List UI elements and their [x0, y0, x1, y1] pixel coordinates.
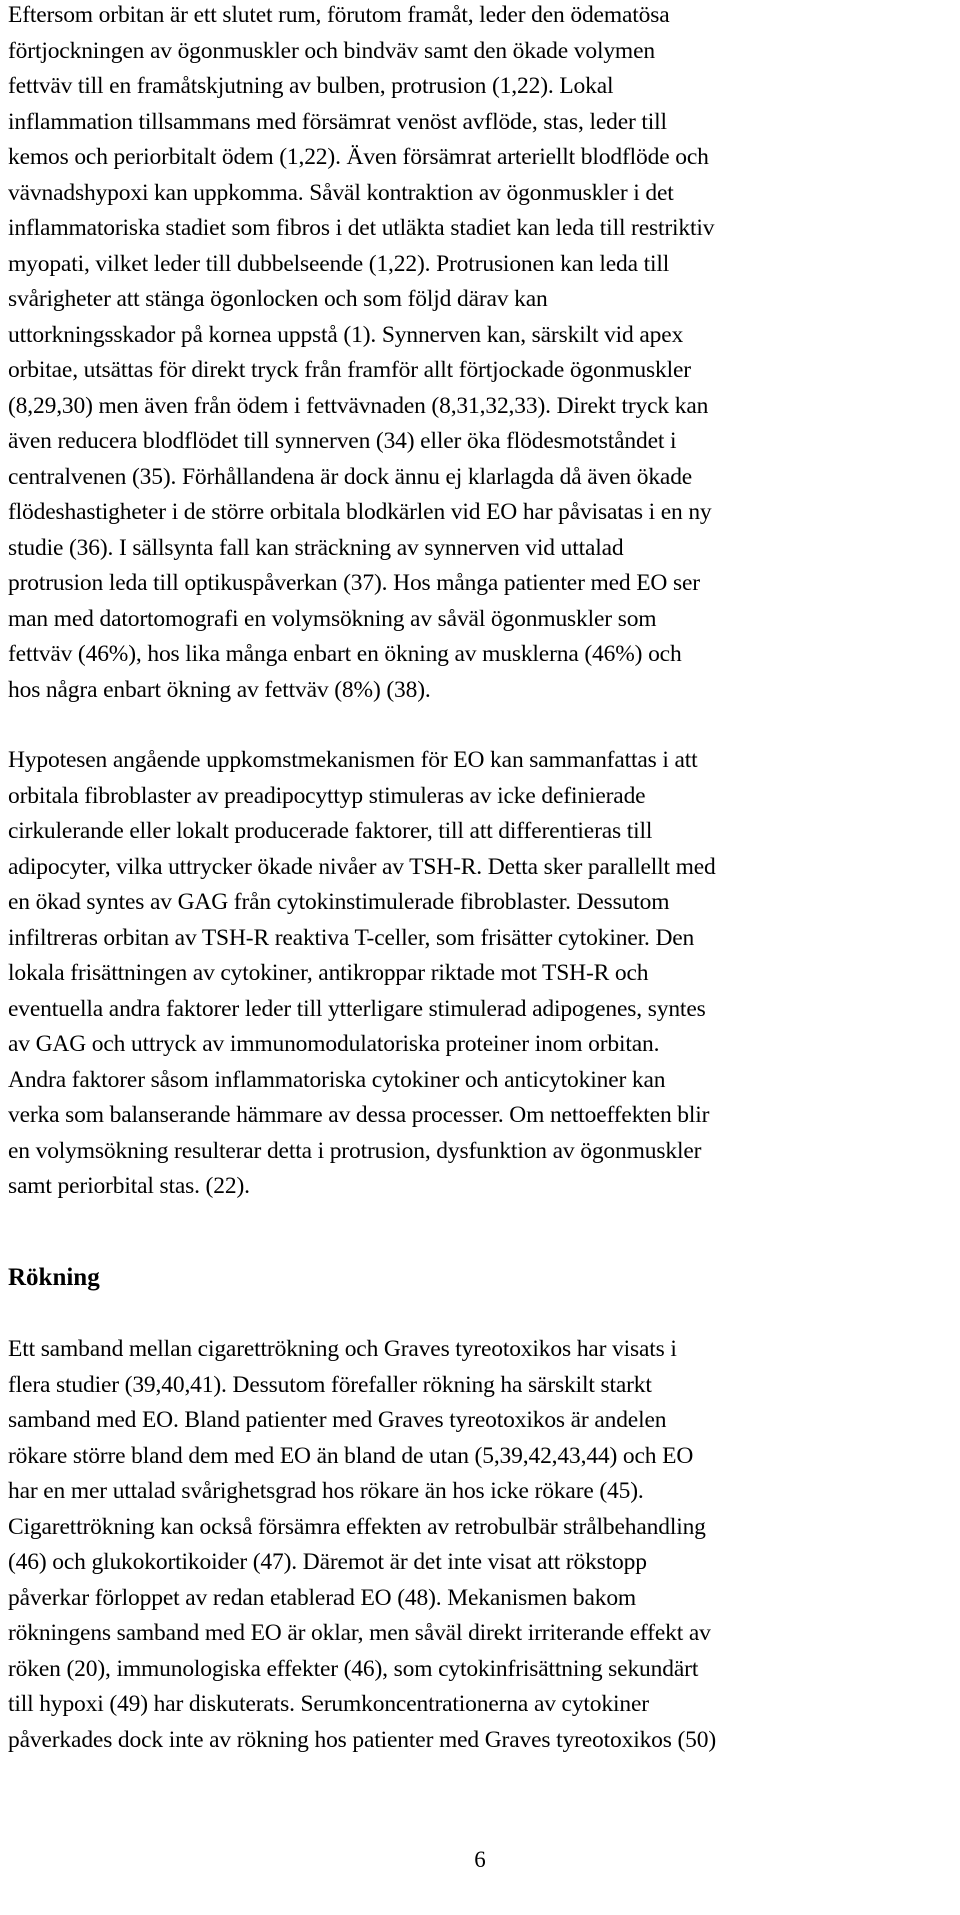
text-line: inflammatoriska stadiet som fibros i det utläkta stadiet kan leda till restriktiv: [8, 215, 715, 241]
text-line: protrusion leda till optikuspåverkan (37). Hos många patienter med EO ser: [8, 570, 700, 596]
text-line: påverkar förloppet av redan etablerad EO (48). Mekanismen bakom: [8, 1584, 637, 1611]
text-line: av GAG och uttryck av immunomodulatoriska proteiner inom orbitan.: [8, 1031, 660, 1057]
text-line: röken (20), immunologiska effekter (46), som cytokinfrisättning sekundärt: [8, 1655, 699, 1682]
text-line: flödeshastigheter i de större orbitala blodkärlen vid EO har påvisatas i en ny: [8, 499, 712, 525]
text-line: vävnadshypoxi kan uppkomma. Såväl kontraktion av ögonmuskler i det: [8, 179, 674, 206]
text-line: man med datortomografi en volymsökning av såväl ögonmuskler som: [8, 605, 657, 632]
text-line: verka som balanserande hämmare av dessa processer. Om nettoeffekten blir: [8, 1102, 710, 1128]
text-line: har en mer uttalad svårighetsgrad hos rökare än hos icke rökare (45).: [8, 1478, 644, 1504]
paragraph-hypothesis: [8, 743, 958, 1205]
text-line: cirkulerande eller lokalt producerade faktorer, till att differentieras till: [8, 818, 653, 844]
text-line: centralvenen (35). Förhållandena är dock ännu ej klarlagda då även ökade: [8, 463, 693, 490]
text-line: myopati, vilket leder till dubbelseende (1,22). Protrusionen kan leda till: [8, 250, 670, 277]
text-line: Andra faktorer såsom inflammatoriska cytokiner och anticytokiner kan: [8, 1066, 666, 1093]
text-line: Eftersom orbitan är ett slutet rum, förutom framåt, leder den ödematösa: [8, 2, 670, 28]
text-line: svårigheter att stänga ögonlocken och som följd därav kan: [8, 286, 548, 312]
text-line: orbitala fibroblaster av preadipocyttyp stimuleras av icke definierade: [8, 782, 646, 809]
text-line: en volymsökning resulterar detta i protrusion, dysfunktion av ögonmuskler: [8, 1137, 702, 1164]
text-line: eventuella andra faktorer leder till ytterligare stimulerad adipogenes, syntes: [8, 995, 706, 1022]
text-line: studie (36). I sällsynta fall kan sträckning av synnerven vid uttalad: [8, 534, 624, 561]
text-line: samt periorbital stas. (22).: [8, 1173, 250, 1199]
text-line: även reducera blodflödet till synnerven (34) eller öka flödesmotståndet i: [8, 428, 677, 454]
text-line: påverkades dock inte av rökning hos patienter med Graves tyreotoxikos (50): [8, 1726, 717, 1753]
text-line: uttorkningsskador på kornea uppstå (1). Synnerven kan, särskilt vid apex: [8, 321, 684, 348]
text-line: (46) och glukokortikoider (47). Däremot är det inte visat att rökstopp: [8, 1549, 647, 1575]
text-line: fettväv till en framåtskjutning av bulben, protrusion (1,22). Lokal: [8, 73, 614, 99]
text-line: rökningens samband med EO är oklar, men såväl direkt irriterande effekt av: [8, 1620, 711, 1646]
text-line: förtjockningen av ögonmuskler och bindväv samt den ökade volymen: [8, 37, 655, 64]
text-line: inflammation tillsammans med försämrat venöst avflöde, stas, leder till: [8, 108, 667, 135]
text-line: Hypotesen angående uppkomstmekanismen för EO kan sammanfattas i att: [8, 747, 698, 773]
text-line: infiltreras orbitan av TSH-R reaktiva T-celler, som frisätter cytokiner. Den: [8, 924, 695, 951]
text-line: en ökad syntes av GAG från cytokinstimulerade fibroblaster. Dessutom: [8, 889, 670, 915]
text-line: rökare större bland dem med EO än bland de utan (5,39,42,43,44) och EO: [8, 1442, 694, 1469]
text-line: hos några enbart ökning av fettväv (8%) (38).: [8, 676, 431, 703]
text-line: adipocyter, vilka uttrycker ökade nivåer av TSH-R. Detta sker parallellt med: [8, 853, 716, 880]
section-heading: Rökning: [8, 1264, 100, 1291]
paragraph-pathophysiology: [8, 0, 958, 708]
text-line: fettväv (46%), hos lika många enbart en ökning av musklerna (46%) och: [8, 641, 682, 667]
text-line: orbitae, utsättas för direkt tryck från framför allt förtjockade ögonmuskler: [8, 357, 691, 383]
text-line: Cigarettrökning kan också försämra effekten av retrobulbär strålbehandling: [8, 1513, 706, 1540]
text-line: (8,29,30) men även från ödem i fettvävnaden (8,31,32,33). Direkt tryck kan: [8, 392, 709, 419]
text-line: till hypoxi (49) har diskuterats. Serumkoncentrationerna av cytokiner: [8, 1691, 649, 1717]
text-line: flera studier (39,40,41). Dessutom förefaller rökning ha särskilt starkt: [8, 1371, 652, 1398]
text-line: Ett samband mellan cigarettrökning och Graves tyreotoxikos har visats i: [8, 1336, 677, 1362]
page-number: 6: [474, 1847, 486, 1872]
paragraph-smoking: [8, 1332, 958, 1758]
text-line: kemos och periorbitalt ödem (1,22). Även försämrat arteriellt blodflöde och: [8, 144, 709, 170]
text-line: lokala frisättningen av cytokiner, antikroppar riktade mot TSH-R och: [8, 960, 649, 986]
text-line: samband med EO. Bland patienter med Graves tyreotoxikos är andelen: [8, 1407, 667, 1433]
